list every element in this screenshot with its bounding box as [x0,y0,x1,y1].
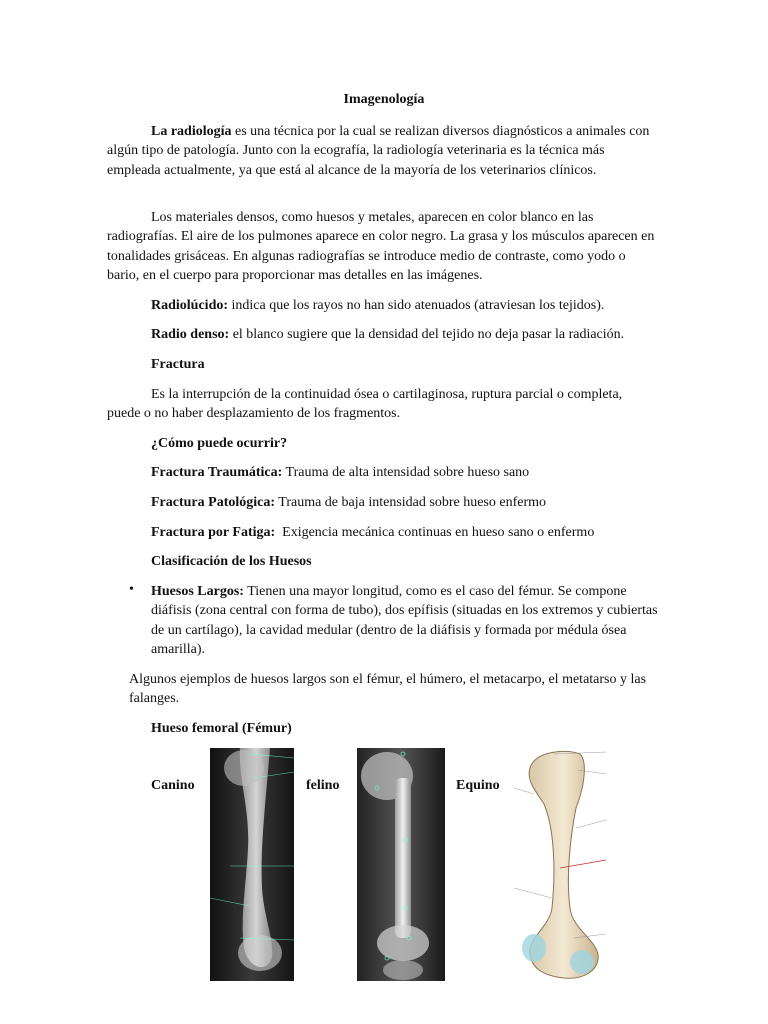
paragraph-fractura: Es la interrupción de la continuidad ósea o cartilaginosa, ruptura parcial o completa, puede o no haber desplazamiento de los fragmentos. [107,387,623,422]
tipo-patologica [151,493,546,512]
def-fatiga: Exigencia mecánica continuas en hueso sano o enfermo [275,525,595,540]
heading-femur [151,719,292,738]
term-fatiga: Fractura por Fatiga: [151,525,276,540]
xray-canino-image [210,748,294,981]
heading-fractura [151,355,205,374]
text-radiologia: es una técnica por la cual se realizan diversos diagnósticos a animales con algún tipo de patología. Junto con la ecografía, la radiología veterinaria es la técnica más empleada actualmente, ya que está al alcance de la mayoría de los veterinarios clínicos. [107,124,650,178]
heading-como-text: ¿Cómo puede ocurrir? [151,436,288,451]
term-traumatica: Fractura Traumática: [151,465,283,480]
illustration-equino-image [514,748,606,981]
paragraph-materiales: Los materiales densos, como huesos y metales, aparecen en color blanco en las radiografías. El aire de los pulmones aparece en color negro. La grasa y los músculos aparecen en tonalidades grisáceas. En algunas radiografías se introduce medio de contraste, como yodo o bario, en el cuerpo para proporcionar mas detalles en las imágenes. [107,210,655,283]
term-radiodenso: Radio denso: [151,327,230,342]
heading-fractura-text: Fractura [151,357,205,372]
heading-femur-text: Hueso femoral (Fémur) [151,721,292,736]
heading-clasificacion [151,552,312,571]
definition-radiolucido [151,296,604,315]
label-felino: felino [306,778,340,793]
term-huesos-largos: Huesos Largos: [151,584,244,599]
def-patologica: Trauma de baja intensidad sobre hueso enfermo [275,495,547,510]
term-patologica: Fractura Patológica: [151,495,276,510]
heading-clasificacion-text: Clasificación de los Huesos [151,554,312,569]
page-title: Imagenología [343,92,425,107]
bullet-marker: • [129,582,134,597]
heading-como [151,434,287,453]
term-radiologia: La radiología [151,124,232,139]
paragraph-ejemplos: Algunos ejemplos de huesos largos son el fémur, el húmero, el metacarpo, el metatarso y las falanges. [129,672,647,707]
def-radiodenso: el blanco sugiere que la densidad del tejido no deja pasar la radiación. [229,327,625,342]
label-canino: Canino [151,778,195,793]
term-radiolucido: Radiolúcido: [151,298,229,313]
bullet-huesos-largos [151,582,661,659]
definition-radiodenso [151,325,624,344]
paragraph-radiologia [107,122,657,180]
def-radiolucido: indica que los rayos no han sido atenuados (atraviesan los tejidos). [228,298,605,313]
def-huesos-largos: Tienen una mayor longitud, como es el caso del fémur. Se compone diáfisis (zona central con forma de tubo), dos epífisis (situadas en los extremos y cubiertas de un cartílago), la cavidad medular (dentro de la diáfisis y formada por médula ósea amarilla). [151,584,658,657]
label-equino: Equino [456,778,500,793]
tipo-fatiga [151,523,594,542]
xray-felino-image [357,748,445,981]
def-traumatica: Trauma de alta intensidad sobre hueso sano [282,465,530,480]
tipo-traumatica [151,463,529,482]
